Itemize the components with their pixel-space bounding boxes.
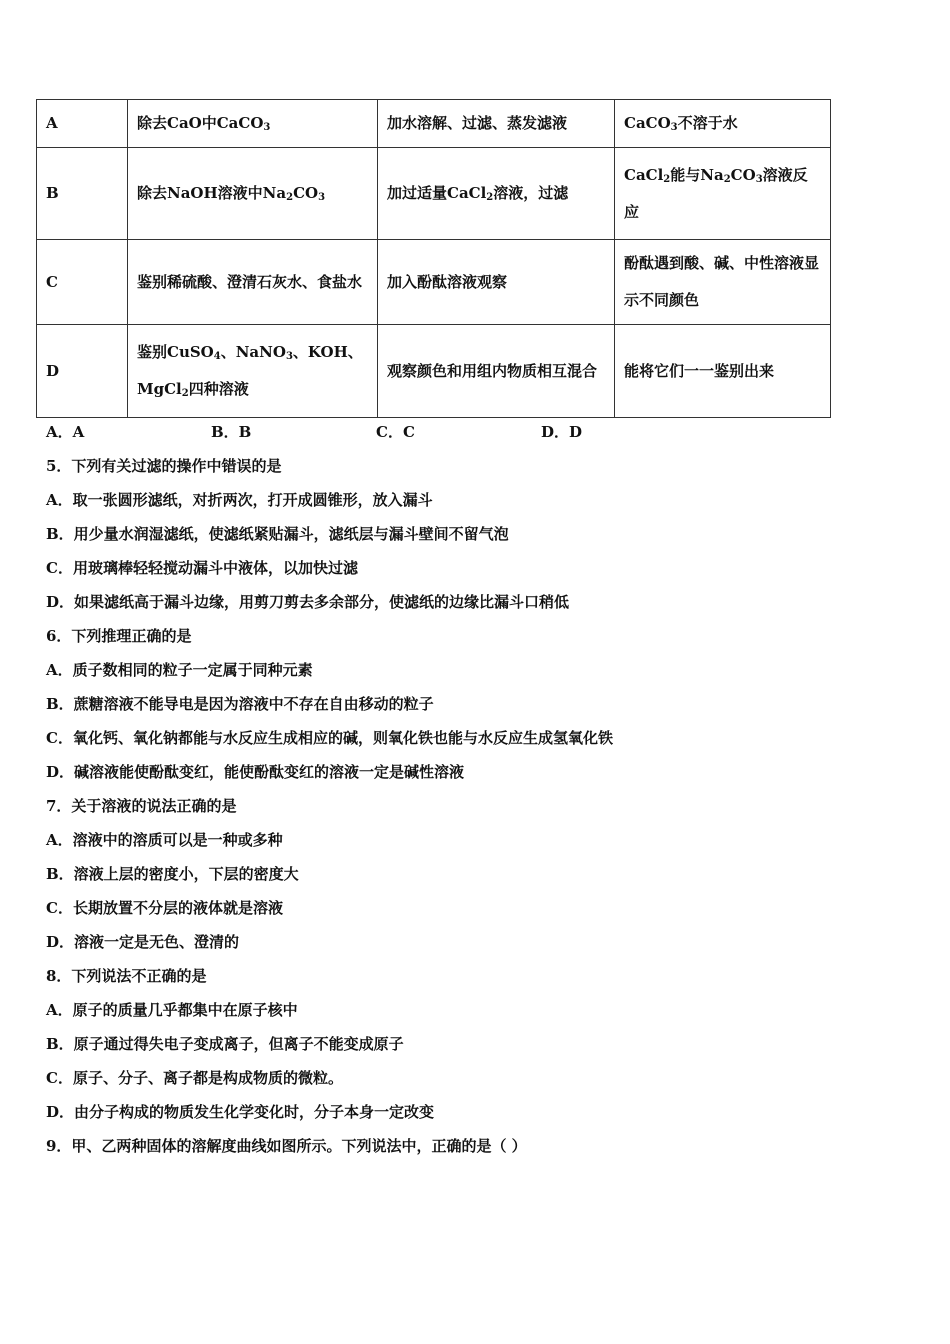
question-6-option-c: C．氧化钙、氧化钠都能与水反应生成相应的碱，则氧化铁也能与水反应生成氢氧化铁 bbox=[46, 729, 613, 747]
question-6-option-d: D．碱溶液能使酚酞变红，能使酚酞变红的溶液一定是碱性溶液 bbox=[46, 763, 465, 781]
subscript: 2 bbox=[723, 173, 731, 185]
question-8-option-b: B．原子通过得失电子变成离子，但离子不能变成原子 bbox=[46, 1035, 404, 1053]
cell-method: 加入酚酞溶液观察 bbox=[378, 240, 615, 325]
question-5-option-d: D．如果滤纸高于漏斗边缘，用剪刀剪去多余部分，使滤纸的边缘比漏斗口稍低 bbox=[46, 593, 570, 611]
question-7-stem: 7．关于溶液的说法正确的是 bbox=[46, 797, 237, 815]
subscript: 3 bbox=[318, 192, 326, 203]
question-8-option-d: D．由分子构成的物质发生化学变化时，分子本身一定改变 bbox=[46, 1103, 435, 1121]
row-label: B bbox=[37, 148, 128, 240]
cell-purpose: 除去NaOH溶液中$Na_2CO_3$ bbox=[128, 148, 378, 240]
question-7-option-c: C．长期放置不分层的液体就是溶液 bbox=[46, 899, 283, 917]
answer-option-c: C．C bbox=[376, 423, 415, 441]
cell-reason: 能将它们一一鉴别出来 bbox=[615, 325, 831, 418]
answer-option-b: B．B bbox=[211, 423, 252, 441]
question-6-option-b: B．蔗糖溶液不能导电是因为溶液中不存在自由移动的粒子 bbox=[46, 695, 434, 713]
cell-reason: CaCl$_2$能与$Na_2CO_3$溶液反应 bbox=[615, 148, 831, 240]
subscript: 3 bbox=[755, 173, 763, 185]
question-8-option-a: A．原子的质量几乎都集中在原子核中 bbox=[46, 1001, 298, 1019]
subscript: 4 bbox=[213, 351, 221, 362]
cell-purpose: 除去CaO中CaCO$_3$ bbox=[128, 100, 378, 148]
subscript: 2 bbox=[663, 173, 671, 185]
question-6-stem: 6．下列推理正确的是 bbox=[46, 627, 192, 645]
cell-method: 观察颜色和用组内物质相互混合 bbox=[378, 325, 615, 418]
question-8-option-c: C．原子、分子、离子都是构成物质的微粒。 bbox=[46, 1069, 343, 1087]
question-7-option-a: A．溶液中的溶质可以是一种或多种 bbox=[46, 831, 283, 849]
subscript: 3 bbox=[263, 122, 271, 133]
subscript: 2 bbox=[286, 192, 294, 203]
answer-option-d: D．D bbox=[541, 423, 583, 441]
cell-method: 加过适量CaCl$_2$溶液，过滤 bbox=[378, 148, 615, 240]
answer-option-a: A．A bbox=[46, 423, 85, 441]
question-5-option-c: C．用玻璃棒轻轻搅动漏斗中液体，以加快过滤 bbox=[46, 559, 358, 577]
q4-answer-options bbox=[46, 421, 706, 442]
question-5-stem: 5．下列有关过滤的操作中错误的是 bbox=[46, 457, 282, 475]
question-6-option-a: A．质子数相同的粒子一定属于同种元素 bbox=[46, 661, 313, 679]
cell-purpose: 鉴别稀硫酸、澄清石灰水、食盐水 bbox=[128, 240, 378, 325]
subscript: 3 bbox=[285, 351, 293, 362]
table-row bbox=[37, 325, 831, 418]
question-5-option-a: A．取一张圆形滤纸，对折两次，打开成圆锥形，放入漏斗 bbox=[46, 491, 433, 509]
question-8-stem: 8．下列说法不正确的是 bbox=[46, 967, 207, 985]
row-label: D bbox=[37, 325, 128, 418]
subscript: 3 bbox=[670, 122, 678, 133]
options-table bbox=[36, 99, 831, 418]
subscript: 2 bbox=[486, 192, 494, 203]
table-row bbox=[37, 100, 831, 148]
cell-purpose: 鉴别CuSO$_4$、NaNO$_3$、KOH、MgCl$_2$四种溶液 bbox=[128, 325, 378, 418]
question-5-option-b: B．用少量水润湿滤纸，使滤纸紧贴漏斗，滤纸层与漏斗壁间不留气泡 bbox=[46, 525, 509, 543]
question-7-option-b: B．溶液上层的密度小，下层的密度大 bbox=[46, 865, 299, 883]
question-7-option-d: D．溶液一定是无色、澄清的 bbox=[46, 933, 240, 951]
row-label: A bbox=[37, 100, 128, 148]
cell-reason: CaCO$_3$不溶于水 bbox=[615, 100, 831, 148]
cell-reason: 酚酞遇到酸、碱、中性溶液显示不同颜色 bbox=[615, 240, 831, 325]
table-row bbox=[37, 240, 831, 325]
question-9-stem: 9．甲、乙两种固体的溶解度曲线如图所示。下列说法中，正确的是（ ） bbox=[46, 1137, 527, 1155]
table-row bbox=[37, 148, 831, 240]
row-label: C bbox=[37, 240, 128, 325]
cell-method: 加水溶解、过滤、蒸发滤液 bbox=[378, 100, 615, 148]
subscript: 2 bbox=[181, 388, 189, 399]
